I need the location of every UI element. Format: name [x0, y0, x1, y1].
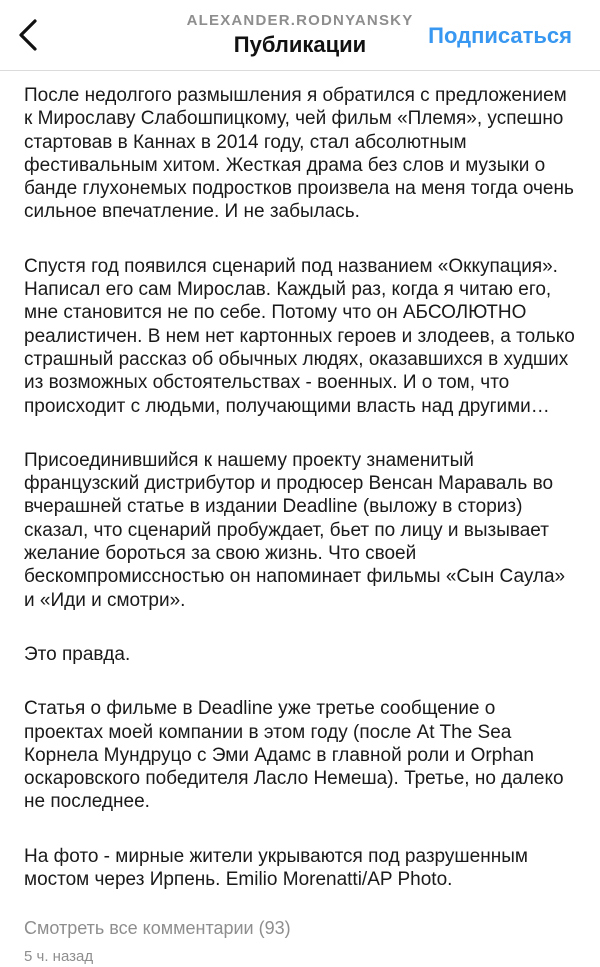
header-title-group: [150, 12, 450, 60]
subscribe-button[interactable]: Подписаться: [428, 23, 572, 48]
chevron-left-icon: [17, 18, 39, 52]
account-name[interactable]: ALEXANDER.RODNYANSKY: [186, 12, 414, 29]
post-timestamp: 5 ч. назад: [24, 948, 94, 965]
caption-paragraph: Это правда.: [24, 643, 131, 665]
post-caption: [24, 84, 576, 922]
top-navigation-bar: [0, 0, 600, 71]
back-button[interactable]: [8, 10, 48, 60]
caption-paragraph: Статья о фильме в Deadline уже третье сообщение о проектах моей компании в этом году (после At The Sea Корнела Мундруцо с Эми Адамс в главной роли и Orphan оскаровского победителя Ласло Немеша). Третье, но далеко не последнее.: [24, 698, 564, 813]
caption-paragraph: Спустя год появился сценарий под названием «Оккупация». Написал его сам Мирослав. Каждый раз, когда я читаю его, мне становится не по себе. Потому что он АБСОЛЮТНО реалистичен. В нем нет картонных героев и злодеев, а только страшный рассказ об обычных людях, оказавшихся в худших из возможных обстоятельствах - военных. И о том, что происходит с людьми, получающими власть над другими…: [24, 255, 575, 417]
view-all-comments-link[interactable]: Смотреть все комментарии (93): [24, 918, 291, 938]
page-title: Публикации: [233, 32, 367, 57]
caption-paragraph: На фото - мирные жители укрываются под разрушенным мостом через Ирпень. Emilio Morenatti/AP Photo.: [24, 845, 528, 891]
caption-paragraph: Присоединившийся к нашему проекту знаменитый французский дистрибутор и продюсер Венсан Мараваль во вчерашней статье в издании Deadline (выложу в сториз) сказал, что сценарий пробуждает, бьет по лицу и вызывает желание бороться за свою жизнь. Что своей бескомпромиссностью он напоминает фильмы «Сын Саула» и «Иди и смотри».: [24, 449, 566, 611]
caption-paragraph: После недолгого размышления я обратился с предложением к Мирославу Слабошпицкому, чей фильм «Племя», успешно стартовав в Каннах в 2014 году, стал абсолютным фестивальным хитом. Жесткая драма без слов и музыки о банде глухонемых подростков произвела на меня тогда очень сильное впечатление. И не забылась.: [24, 85, 574, 223]
